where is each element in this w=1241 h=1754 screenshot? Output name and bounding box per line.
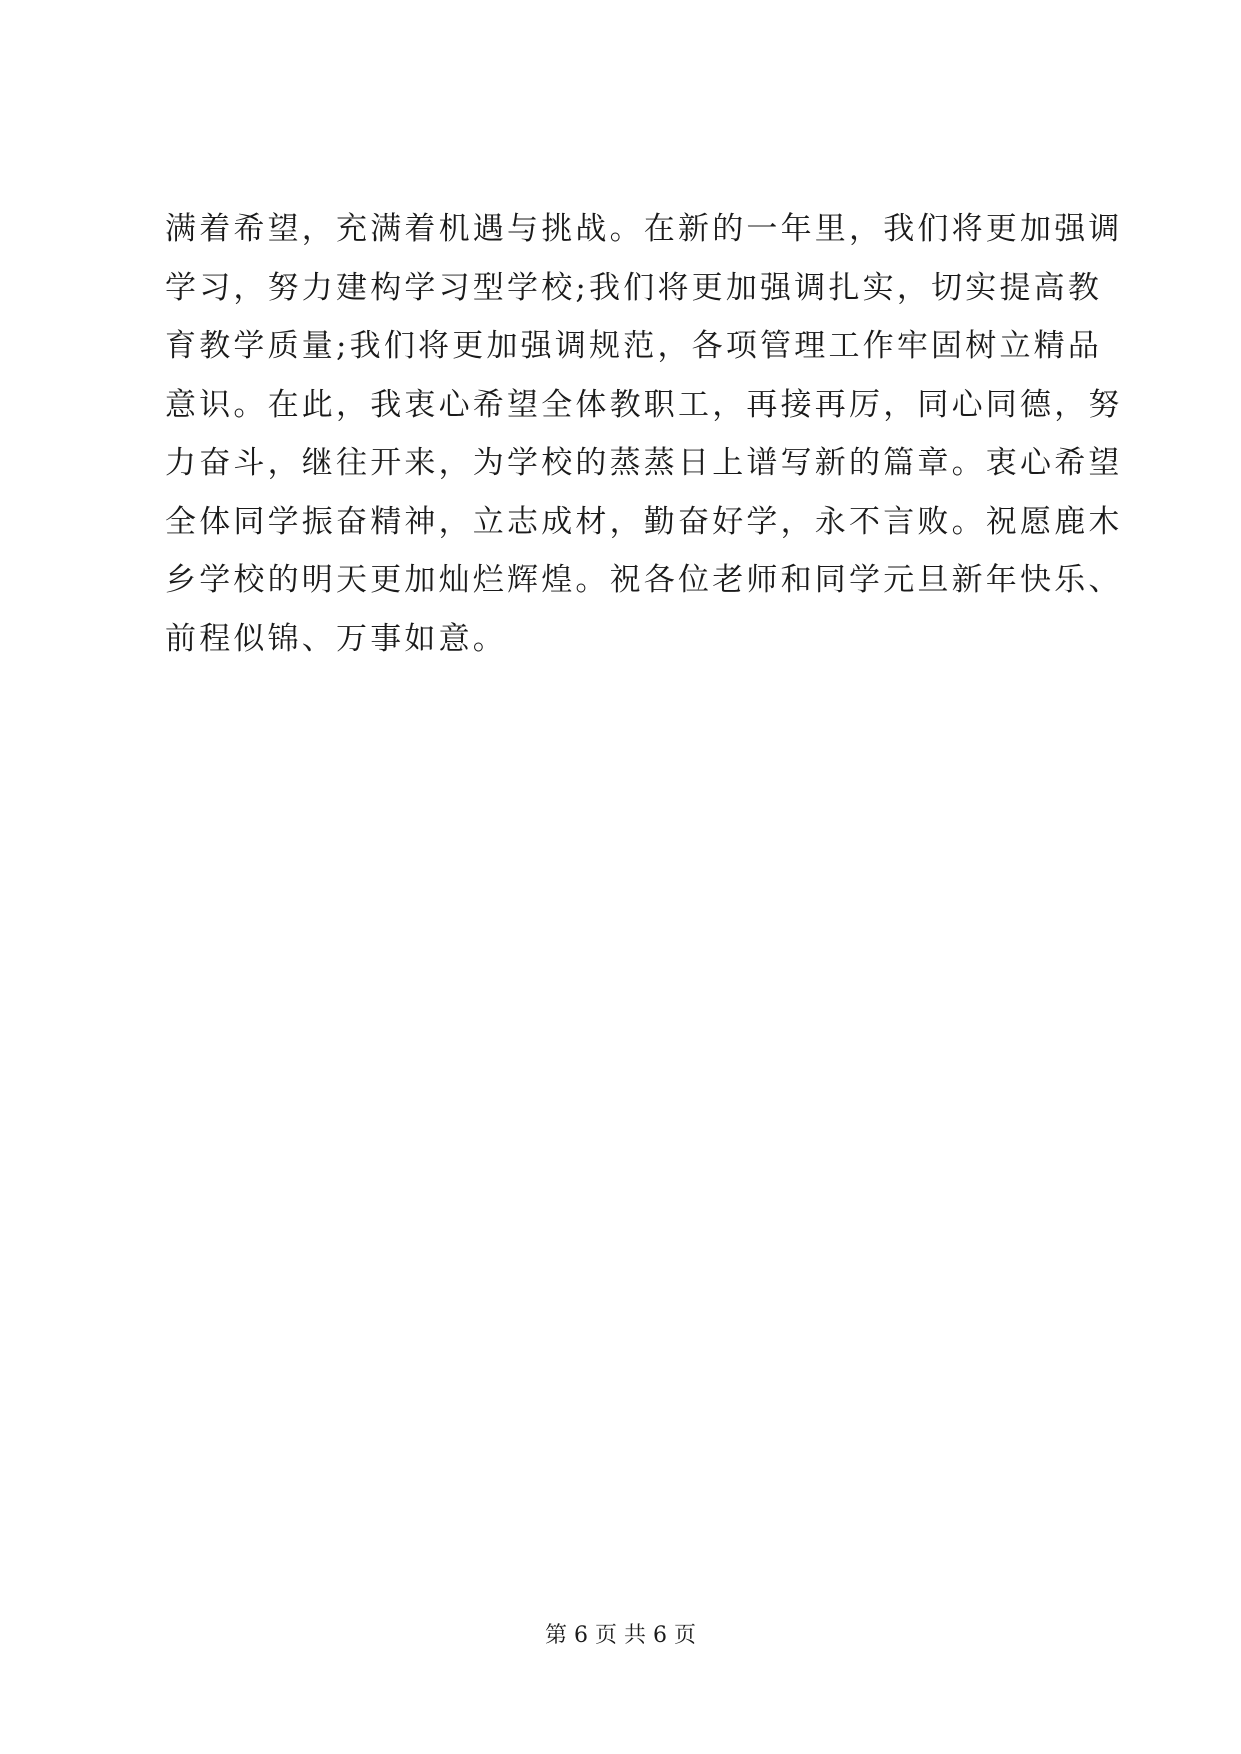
text-line: 前程似锦、万事如意。: [165, 620, 507, 657]
text-line: 乡学校的明天更加灿烂辉煌。祝各位老师和同学元旦新年快乐、: [165, 562, 1123, 598]
text-line: 全体同学振奋精神，立志成材，勤奋好学，永不言败。祝愿鹿木: [165, 503, 1123, 540]
text-line: 意识。在此，我衷心希望全体教职工，再接再厉，同心同德，努: [165, 386, 1123, 423]
text-line: 学习，努力建构学习型学校;我们将更加强调扎实，切实提高教: [165, 269, 1103, 306]
page-number-footer: 第 6 页 共 6 页: [545, 1623, 696, 1648]
body-paragraph: [165, 200, 1123, 668]
text-line: 力奋斗，继往开来，为学校的蒸蒸日上谱写新的篇章。衷心希望: [165, 445, 1123, 481]
text-line: 育教学质量;我们将更加强调规范，各项管理工作牢固树立精品: [165, 328, 1103, 364]
text-line: 满着希望，充满着机遇与挑战。在新的一年里，我们将更加强调: [165, 211, 1123, 247]
